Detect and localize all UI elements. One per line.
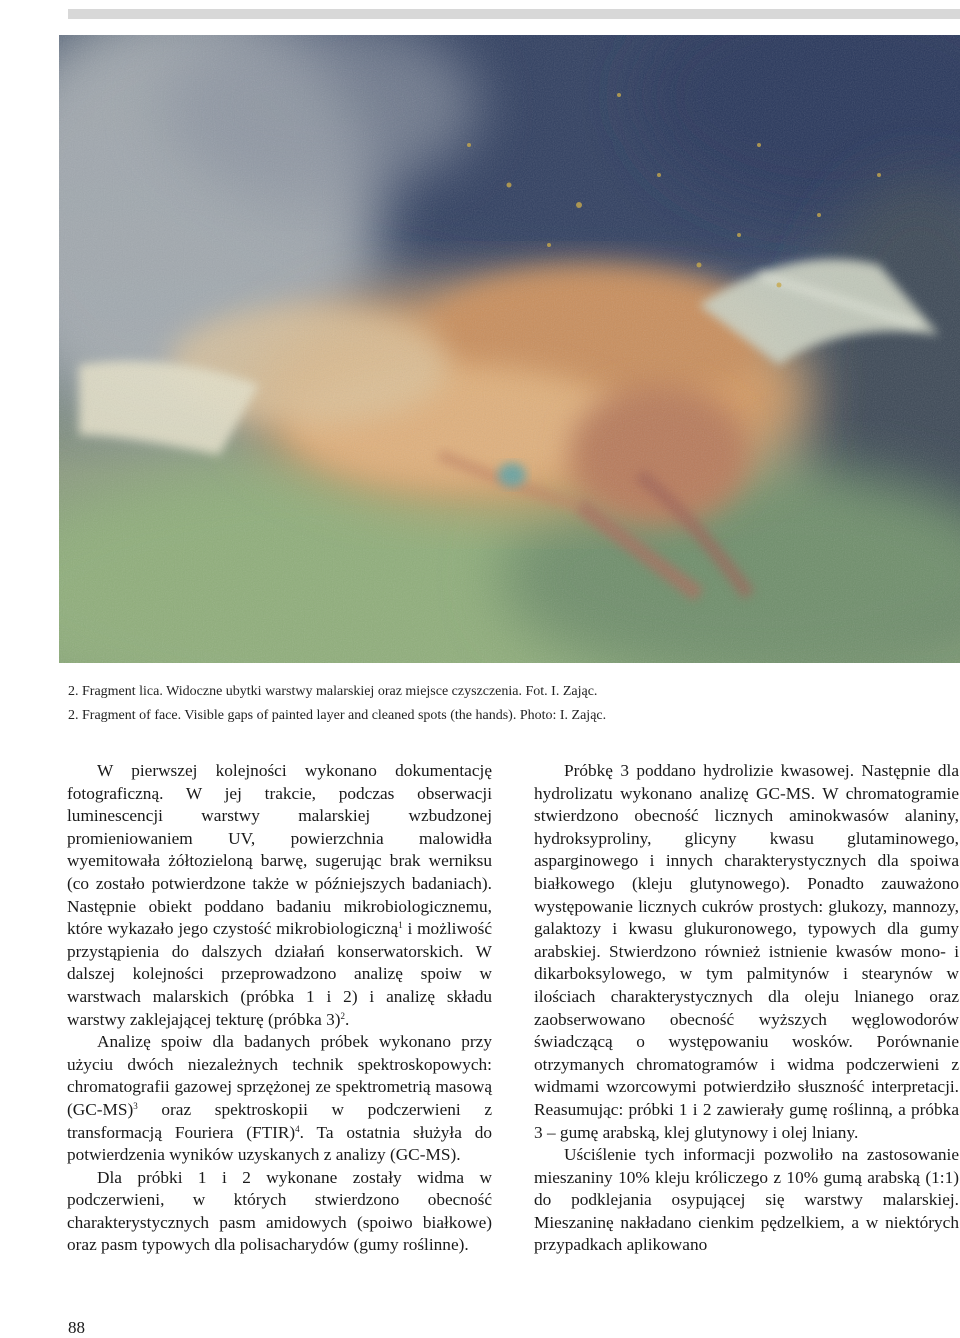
figure-photo — [59, 35, 960, 663]
paragraph: Próbkę 3 poddano hydrolizie kwasowej. Następnie dla hydrolizatu wykonano analizę GC-MS. W chromatogramie stwierdzono obecność licznych aminokwasów alaniny, hydroksyproliny, glicyny kwasu glutaminowego, asparginowego i innych charakterystycznych dla spoiwa białkowego (kleju glutynowego). Ponadto zauważono występowanie licznych cukrów prostych: glukozy, mannozy, galaktozy i kwasu glukuronowego, typowych dla gumy arabskiej. Stwierdzono również istnienie kwasów mono- i dikarboksylowego, w tym palmitynów i stearynów w ilościach charakterystycznych dla oleju lnianego oraz zaobserwowano obecność wyższych węglowodorów świadczącą o występowaniu wosków. Porównanie otrzymanych chromatogramów i widma podczerwieni z widmami wzorcowymi potwierdziło słuszność interpretacji. Reasumując: próbki 1 i 2 zawierały gumę roślinną, a próbka 3 – gumę arabską, klej glutynowy i olej lniany. — [534, 761, 959, 1142]
caption-polish: 2. Fragment lica. Widoczne ubytki warstwy malarskiej oraz miejsce czyszczenia. Fot. I. Zając. — [68, 684, 598, 699]
text-run: i możliwość przystąpienia do dalszych działań konserwatorskich. W dalszej kolejności przeprowadzono analizę spoiw w warstwach malarskich (próbka 1 i 2) i analizę składu warstwy zaklejającej tekturę (próbka 3) — [67, 919, 492, 1029]
text-run: . — [345, 1009, 350, 1029]
left-column — [67, 760, 492, 1257]
page-number: 88 — [68, 1318, 85, 1337]
footnote-ref: 3 — [133, 1100, 138, 1111]
footnote-ref: 2 — [340, 1010, 345, 1021]
footnote-ref: 1 — [398, 920, 403, 931]
right-column — [534, 760, 959, 1257]
text-run: oraz spektroskopii w podczerwieni z transformacją Fouriera (FTIR) — [67, 1099, 492, 1142]
footnote-ref: 4 — [295, 1123, 300, 1134]
caption-english: 2. Fragment of face. Visible gaps of painted layer and cleaned spots (the hands). Photo: I. Zając. — [68, 708, 607, 723]
figure-captions — [68, 680, 948, 728]
top-rule — [68, 9, 960, 19]
paragraph — [67, 1031, 492, 1167]
paragraph — [67, 760, 492, 1031]
text-run: W pierwszej kolejności wykonano dokumentację fotograficzną. W jej trakcie, podczas obserwacji luminescencji warstwy malarskiej wzbudzonej promieniowaniem UV, powierzchnia malowidła wyemitowała żółtozieloną barwę, sugerując brak werniksu (co zostało potwierdzone także w późniejszych badaniach). Następnie obiekt poddano badaniu mikrobiologicznemu, które wykazało jego czystość mikrobiologiczną — [67, 761, 492, 939]
text-run: . Ta ostatnia służyła do potwierdzenia wyników uzyskanych z analizy (GC-MS). — [67, 1122, 493, 1165]
paragraph: Uściślenie tych informacji pozwoliło na zastosowanie mieszaniny 10% kleju króliczego z 10% gumą arabską (1:1) do podklejania osypującej się warstwy malarskiej. Mieszaninę nakładano cienkim pędzelkiem, a w niektórych przypadkach aplikowano — [534, 1145, 959, 1255]
text-run: Analizę spoiw dla badanych próbek wykonano przy użyciu dwóch niezależnych technik spektroskopowych: chromatografii gazowej sprzężonej ze spektrometrią masową (GC-MS) — [67, 1032, 492, 1119]
painting-fragment-image — [59, 35, 960, 663]
paragraph: Dla próbki 1 i 2 wykonane zostały widma w podczerwieni, w których stwierdzono obecność charakterystycznych pasm amidowych (spoiwo białkowe) oraz pasm typowych dla polisacharydów (gumy roślinne). — [67, 1167, 492, 1255]
